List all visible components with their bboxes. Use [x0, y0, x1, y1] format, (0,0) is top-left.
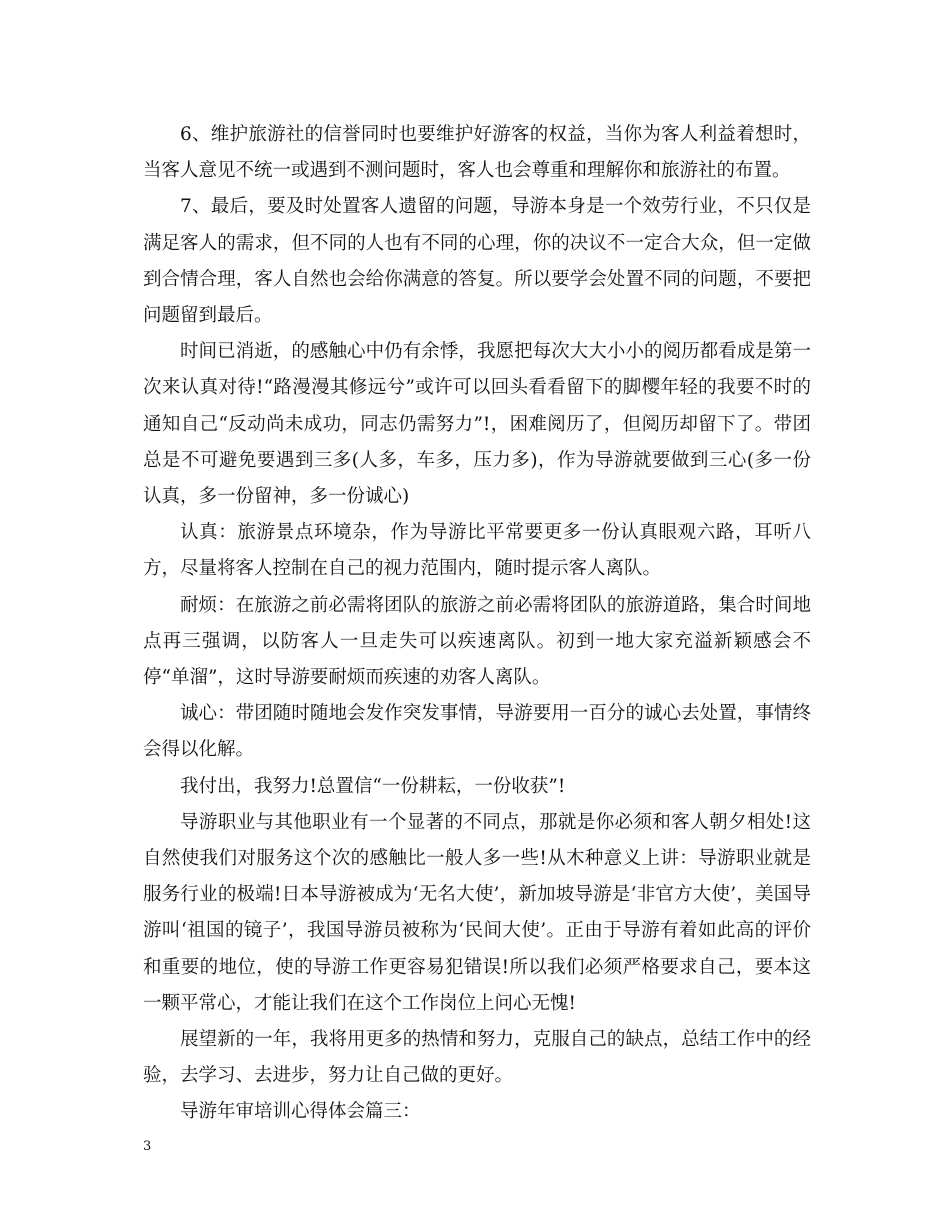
paragraph-patience: 耐烦：在旅游之前必需将团队的旅游之前必需将团队的旅游道路，集合时间地点再三强调，以防客人一旦走失可以疾速离队。初到一地大家充溢新颖感会不停“单溜”，这时导游要耐烦而疾速的劝客人离队。	[143, 594, 811, 689]
paragraph-item-7: 7、最后，要及时处置客人遗留的问题，导游本身是一个效劳行业，不只仅是满足客人的需求，但不同的人也有不同的心理，你的决议不一定合大众，但一定做到合情合理，客人自然也会给你满意的答复。所以要学会处置不同的问题，不要把问题留到最后。	[143, 196, 811, 327]
paragraph-sincerity: 诚心：带团随时随地会发作突发事情，导游要用一百分的诚心去处置，事情终会得以化解。	[143, 703, 811, 761]
paragraph-section-heading: 导游年审培训心得体会篇三：	[180, 1101, 421, 1123]
document-body	[143, 117, 811, 1131]
paragraph-effort: 我付出，我努力!总置信“一份耕耘，一份收获”!	[180, 775, 566, 797]
paragraph-career: 导游职业与其他职业有一个显著的不同点，那就是你必须和客人朝夕相处!这自然使我们对服务这个次的感触比一般人多一些!从木种意义上讲：导游职业就是服务行业的极端!日本导游被成为‘无名大使’，新加坡导游是‘非官方大使’，美国导游叫‘祖国的镜子’，我国导游员被称为‘民间大使’。正由于导游有着如此高的评价和重要的地位，使的导游工作更容易犯错误!所以我们必须严格要求自己，要本这一颗平常心，才能让我们在这个工作岗位上问心无愧!	[143, 811, 811, 1014]
paragraph-item-6: 6、维护旅游社的信誉同时也要维护好游客的权益，当你为客人利益着想时，当客人意见不统一或遇到不测问题时，客人也会尊重和理解你和旅游社的布置。	[143, 124, 811, 182]
page-number: 3	[143, 1139, 152, 1154]
paragraph-reflection: 时间已消逝，的感触心中仍有余悸，我愿把每次大大小小的阅历都看成是第一次来认真对待!“路漫漫其修远兮”或许可以回头看看留下的脚樱年轻的我要不时的通知自己“反动尚未成功，同志仍需努力”!，困难阅历了，但阅历却留下了。带团总是不可避免要遇到三多(人多，车多，压力多)，作为导游就要做到三心(多一份认真，多一份留神，多一份诚心)	[143, 341, 811, 508]
paragraph-outlook: 展望新的一年，我将用更多的热情和努力，克服自己的缺点，总结工作中的经验，去学习、去进步，努力让自己做的更好。	[143, 1029, 811, 1087]
paragraph-careful: 认真：旅游景点环境杂，作为导游比平常要更多一份认真眼观六路，耳听八方，尽量将客人控制在自己的视力范围内，随时提示客人离队。	[143, 522, 811, 580]
